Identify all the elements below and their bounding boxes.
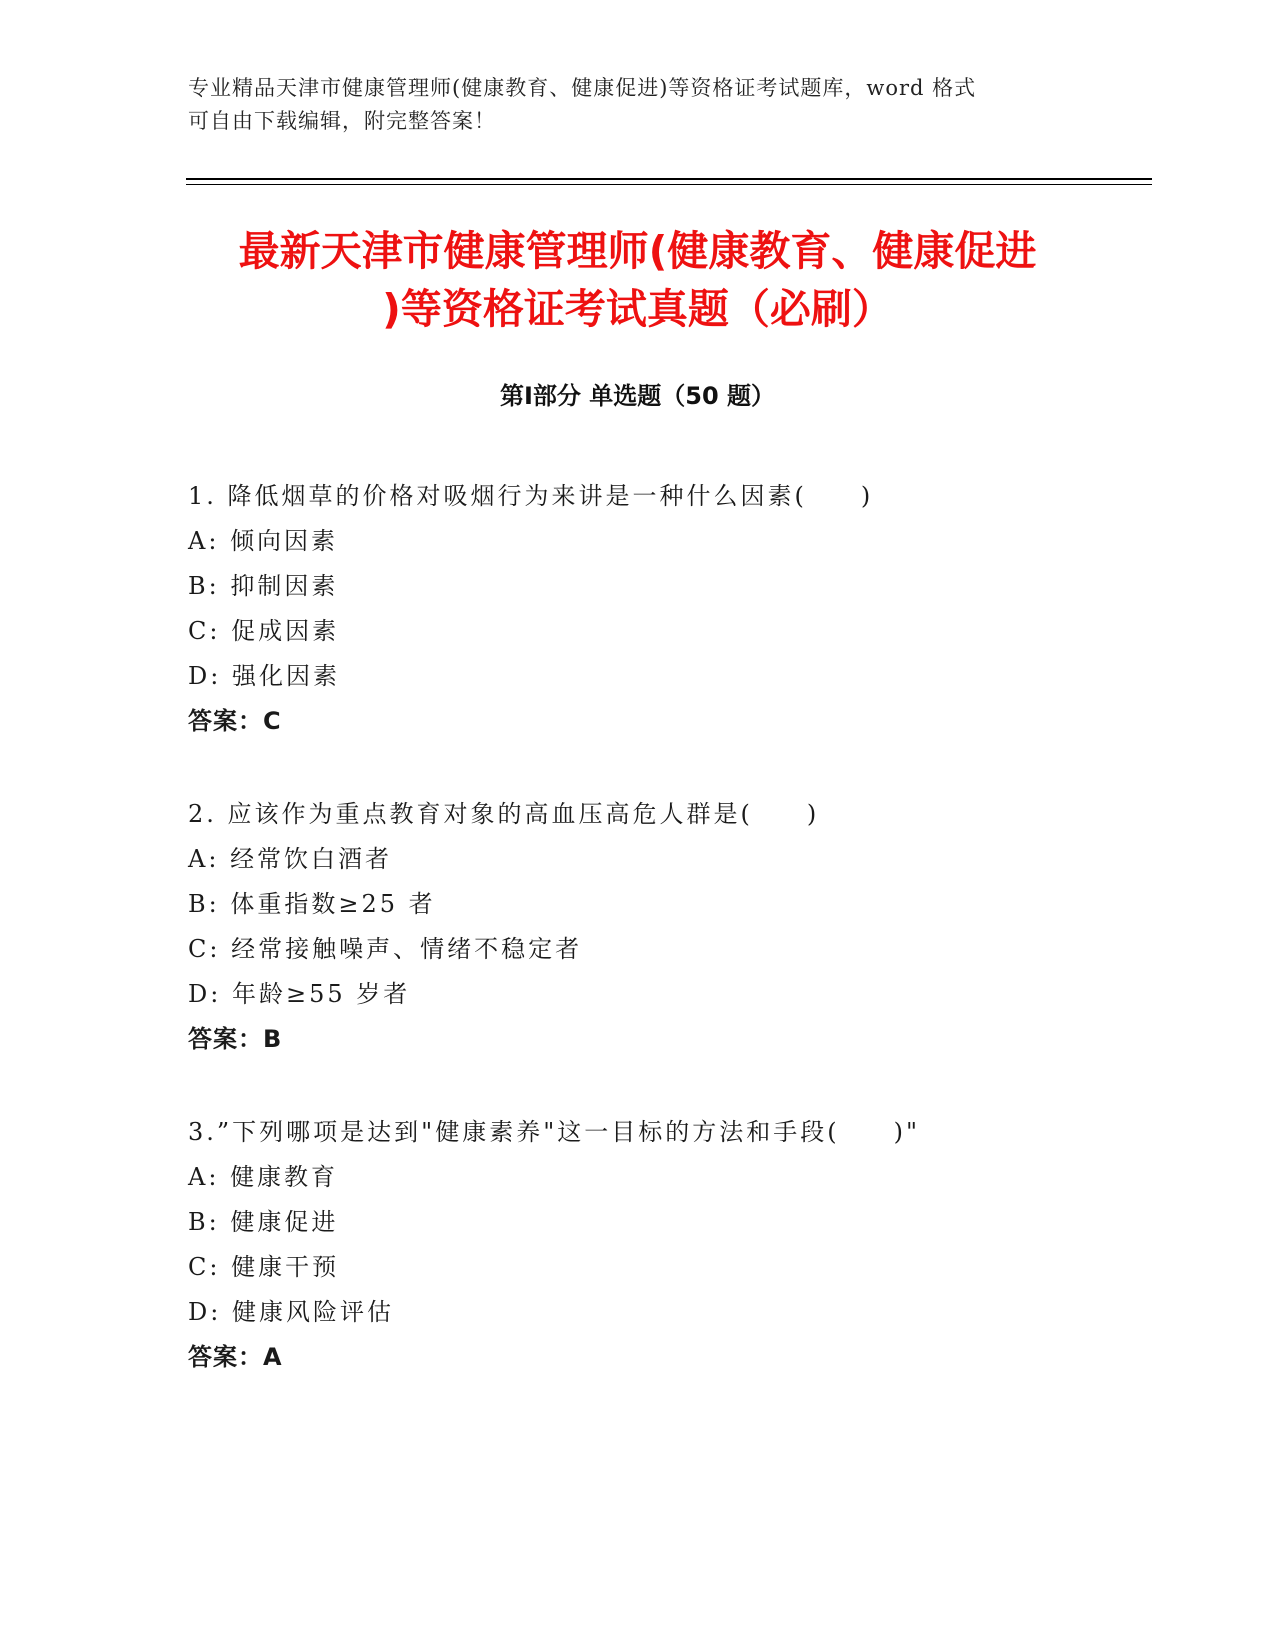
option-text: 经常饮白酒者	[230, 845, 393, 873]
option-b	[188, 882, 1138, 927]
option-c	[188, 609, 1138, 654]
question-2	[188, 792, 1138, 1062]
option-b	[188, 564, 1138, 609]
option-key: D:	[188, 662, 222, 690]
option-c	[188, 927, 1138, 972]
option-a	[188, 837, 1138, 882]
option-text: 促成因素	[231, 617, 340, 645]
option-d	[188, 972, 1138, 1017]
option-key: C:	[188, 935, 221, 963]
option-key: D:	[188, 980, 222, 1008]
option-b	[188, 1200, 1138, 1245]
document-title	[150, 222, 1125, 338]
option-text: 健康教育	[230, 1163, 339, 1191]
option-key: C:	[188, 1253, 221, 1281]
option-text: 经常接触噪声、情绪不稳定者	[231, 935, 583, 963]
option-key: D:	[188, 1298, 222, 1326]
document-title-line-2: )等资格证考试真题（必刷）	[382, 285, 893, 333]
option-a	[188, 519, 1138, 564]
option-key: B:	[188, 890, 220, 918]
answer: 答案：A	[188, 1343, 283, 1371]
header-rule-thin	[186, 184, 1152, 185]
option-a	[188, 1155, 1138, 1200]
option-key: B:	[188, 572, 220, 600]
question-1	[188, 474, 1138, 744]
question-stem: 2. 应该作为重点教育对象的高血压高危人群是( )	[188, 800, 820, 828]
option-text: 抑制因素	[230, 572, 339, 600]
question-3	[188, 1110, 1138, 1380]
option-d	[188, 1290, 1138, 1335]
option-text: 健康风险评估	[231, 1298, 394, 1326]
header-note-line-2: 可自由下载编辑，附完整答案！	[188, 109, 496, 133]
option-c	[188, 1245, 1138, 1290]
question-stem: 1. 降低烟草的价格对吸烟行为来讲是一种什么因素( )	[188, 482, 874, 510]
answer: 答案：C	[188, 707, 282, 735]
header-note	[188, 72, 1068, 138]
option-key: C:	[188, 617, 221, 645]
option-text: 健康促进	[230, 1208, 339, 1236]
option-key: B:	[188, 1208, 220, 1236]
document-title-line-1: 最新天津市健康管理师(健康教育、健康促进	[238, 227, 1037, 275]
option-key: A:	[188, 1163, 220, 1191]
question-stem: 3.”下列哪项是达到"健康素养"这一目标的方法和手段( )"	[188, 1118, 921, 1146]
option-key: A:	[188, 845, 220, 873]
option-text: 强化因素	[231, 662, 340, 690]
option-text: 体重指数≥25 者	[230, 890, 436, 918]
answer: 答案：B	[188, 1025, 283, 1053]
section-title: 第Ⅰ部分 单选题（50 题）	[499, 382, 776, 410]
option-d	[188, 654, 1138, 699]
option-key: A:	[188, 527, 220, 555]
option-text: 年龄≥55 岁者	[231, 980, 411, 1008]
header-rule-thick	[186, 178, 1152, 180]
header-note-line-1: 专业精品天津市健康管理师(健康教育、健康促进)等资格证考试题库，word 格式	[188, 76, 977, 100]
option-text: 倾向因素	[230, 527, 339, 555]
option-text: 健康干预	[231, 1253, 340, 1281]
